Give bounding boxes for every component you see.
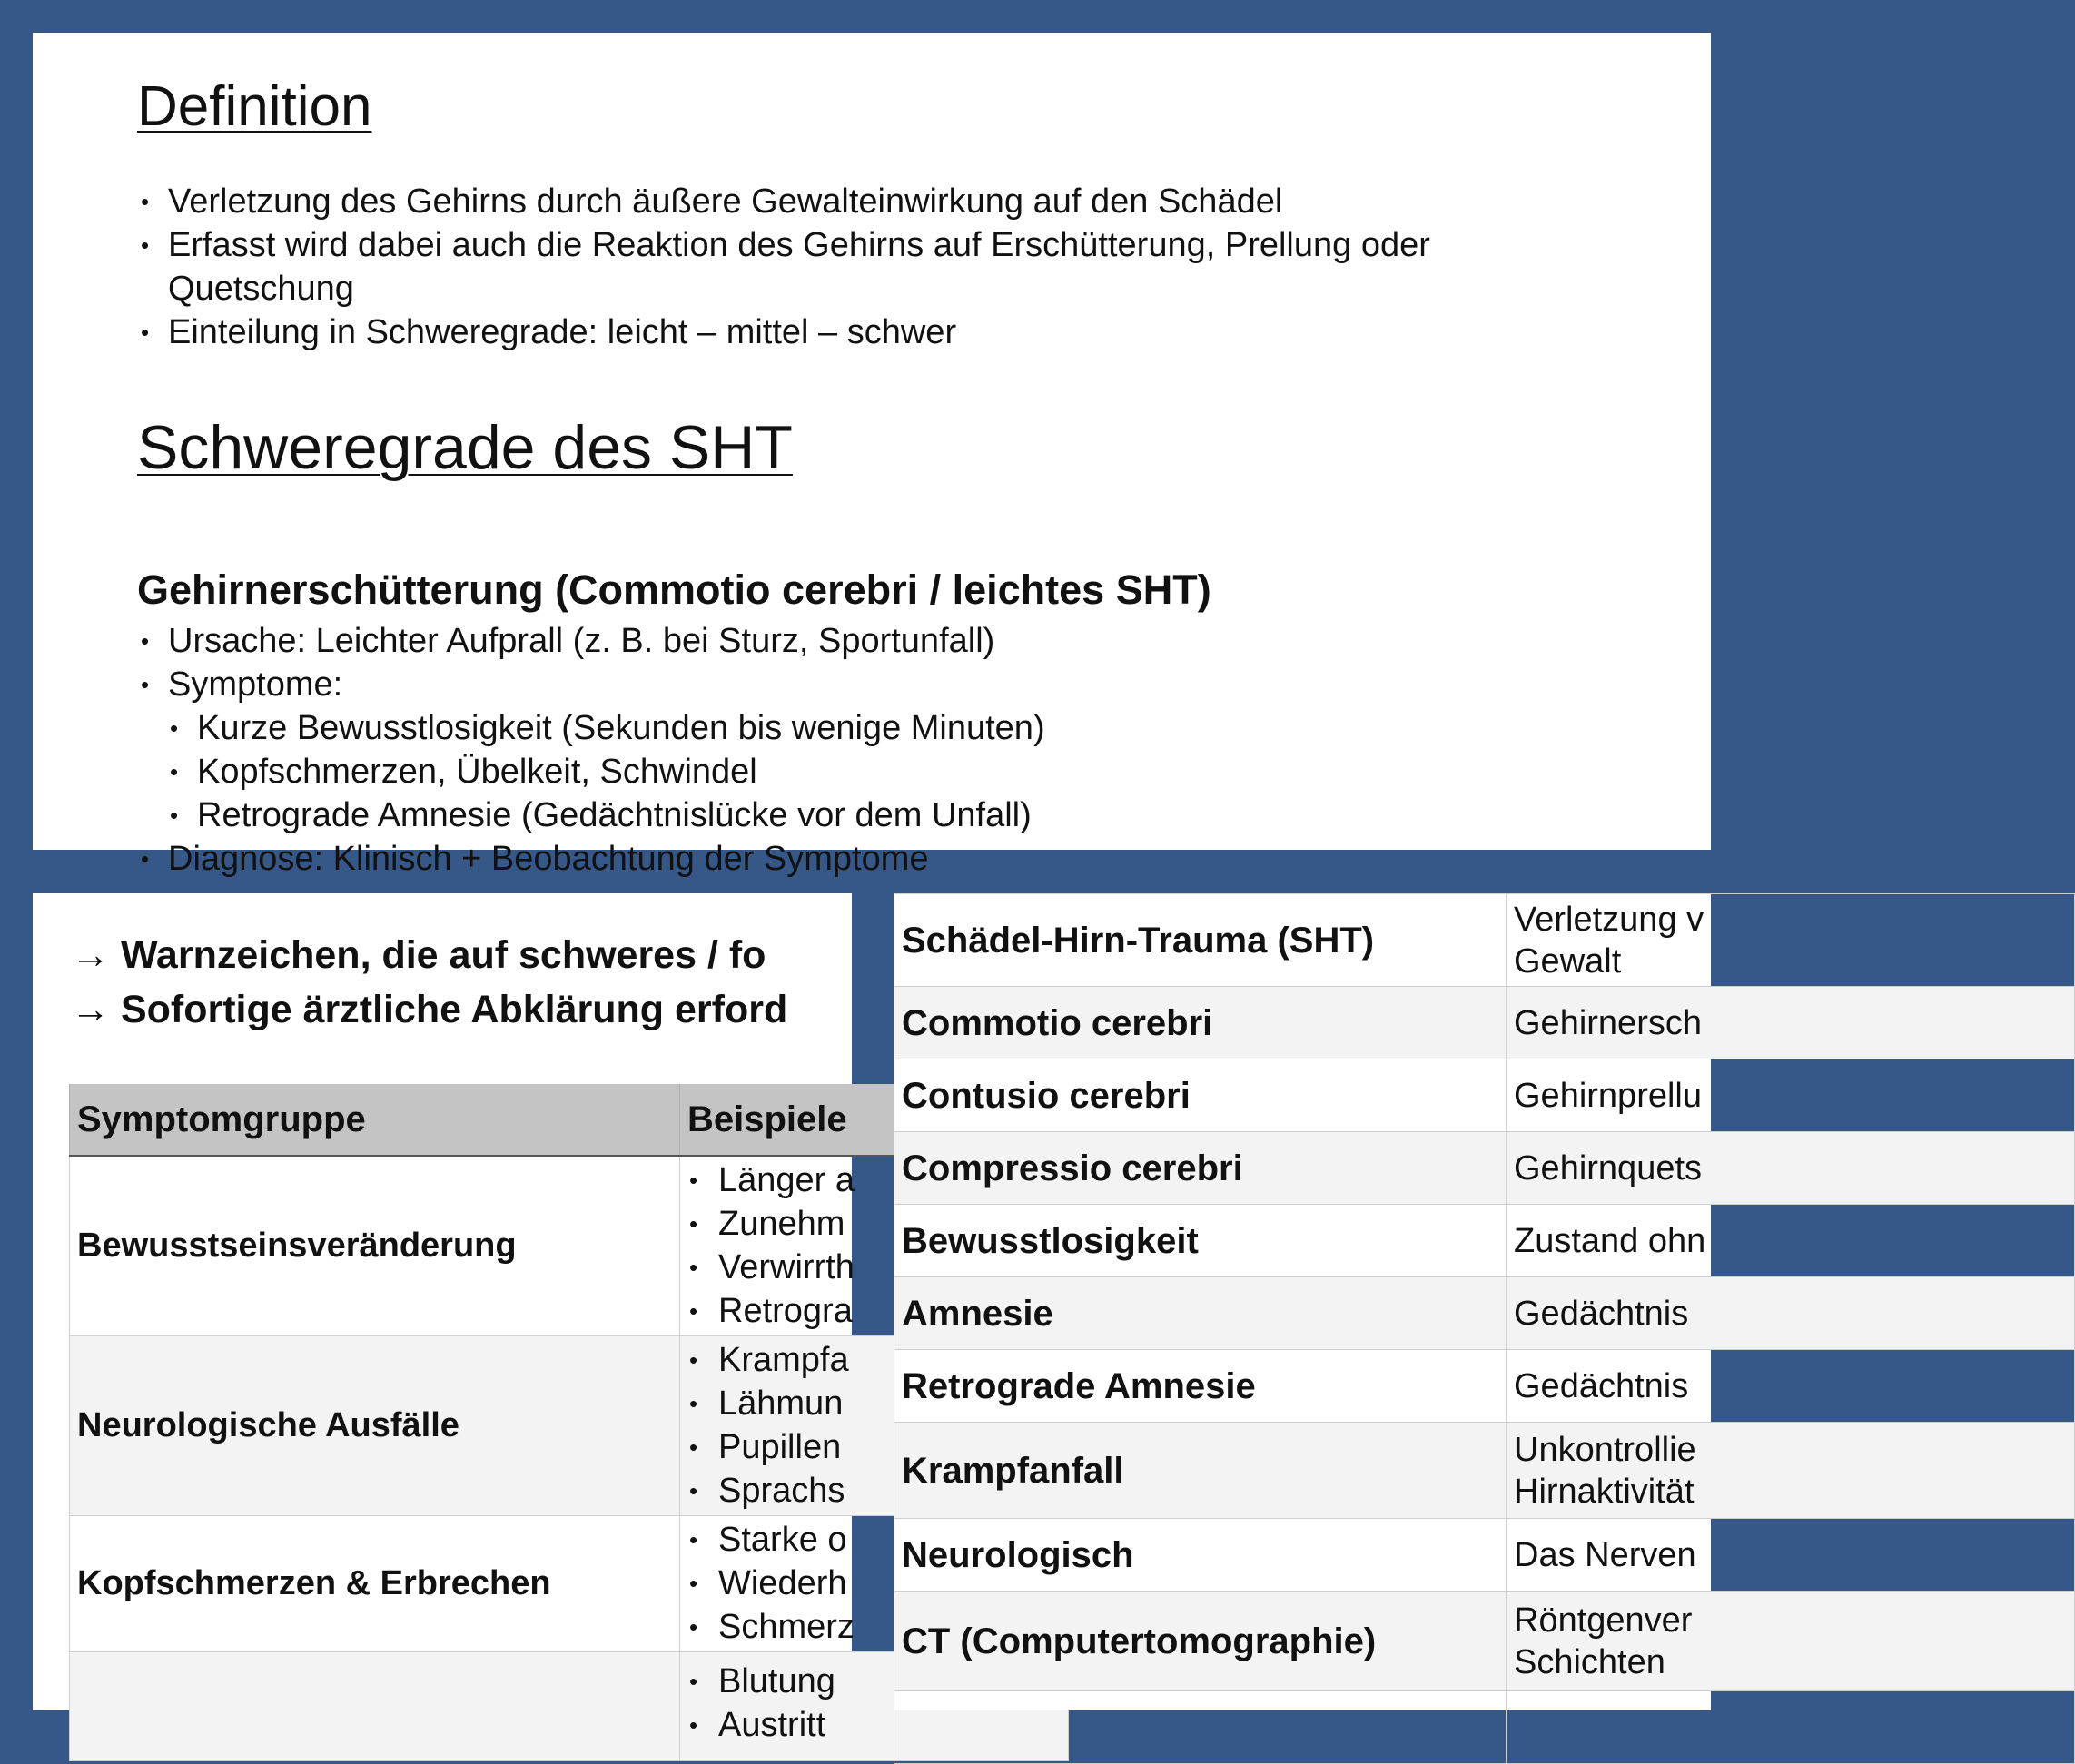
definition-line: Das Nerven: [1514, 1535, 1696, 1574]
glossary-definition: [1507, 1277, 2075, 1350]
glossary-definition: [1507, 1350, 2075, 1423]
table-row: [894, 1205, 2075, 1277]
definition-line: Zustand ohn: [1514, 1221, 1706, 1260]
list-item: • Blutung: [687, 1660, 1061, 1703]
list-item: • Verwirrth: [687, 1246, 1061, 1289]
glossary-table: [894, 893, 2075, 1764]
table-row: [894, 1592, 2075, 1691]
definition-line: Unkontrollie: [1514, 1430, 1696, 1469]
symptom-group: Neurologische Ausfälle: [70, 1335, 680, 1515]
definition-line: Gehirnquets: [1514, 1148, 1703, 1187]
sub-list-item: • Kurze Bewusstlosigkeit (Sekunden bis wenige Minuten): [137, 706, 1045, 750]
glossary-term: CT (Computertomographie): [894, 1592, 1507, 1691]
glossary-term: Compressio cerebri: [894, 1132, 1507, 1205]
definition-line: Gedächtnis: [1514, 1366, 1689, 1405]
symptom-group: [70, 1651, 680, 1760]
glossary-definition: [1507, 987, 2075, 1059]
table-row: [894, 1132, 2075, 1205]
definition-line: Gedächtnis: [1514, 1294, 1689, 1333]
list-item: • Retrogra: [687, 1289, 1061, 1333]
column-header: Beispiele: [680, 1084, 1069, 1156]
glossary-term: [894, 1691, 1507, 1764]
definition-line: Gehirnprellu: [1514, 1076, 1702, 1115]
commotio-list: [137, 619, 1045, 881]
table-row: [894, 1350, 2075, 1423]
list-item: • Verletzung des Gehirns durch äußere Gewalteinwirkung auf den Schädel: [137, 180, 1594, 223]
definition-line: Gewalt: [1514, 941, 1622, 981]
table-row: [894, 1277, 2075, 1350]
glossary-panel: [894, 893, 1711, 1710]
definition-list: [137, 180, 1594, 354]
table-row: [894, 987, 2075, 1059]
sub-list-item: • Retrograde Amnesie (Gedächtnislücke vor dem Unfall): [137, 793, 1045, 837]
column-header: Symptomgruppe: [70, 1084, 680, 1156]
table-row: [894, 1519, 2075, 1592]
table-row: [894, 1691, 2075, 1764]
list-item: • Einteilung in Schweregrade: leicht – mittel – schwer: [137, 310, 1594, 354]
symptom-group: Kopfschmerzen & Erbrechen: [70, 1515, 680, 1651]
glossary-definition: [1507, 894, 2075, 987]
list-item: • Ursache: Leichter Aufprall (z. B. bei Sturz, Sportunfall): [137, 619, 1045, 663]
list-item: • Schmerz: [687, 1605, 1061, 1649]
definition-title: Definition: [137, 75, 372, 138]
list-item: • Sprachs: [687, 1469, 1061, 1513]
table-row: [894, 894, 2075, 987]
glossary-term: Contusio cerebri: [894, 1059, 1507, 1132]
glossary-definition: [1507, 1423, 2075, 1519]
glossary-term: Krampfanfall: [894, 1423, 1507, 1519]
glossary-term: Amnesie: [894, 1277, 1507, 1350]
list-item: • Wiederh: [687, 1562, 1061, 1605]
glossary-definition: [1507, 1592, 2075, 1691]
glossary-term: Commotio cerebri: [894, 987, 1507, 1059]
glossary-term: Retrograde Amnesie: [894, 1350, 1507, 1423]
glossary-definition: [1507, 1205, 2075, 1277]
glossary-term: Neurologisch: [894, 1519, 1507, 1592]
list-item: • Länger a: [687, 1158, 1061, 1202]
definition-panel: [33, 33, 1711, 878]
definition-line: Röntgenver: [1514, 1601, 1693, 1640]
list-item: • Krampfa: [687, 1338, 1061, 1382]
glossary-definition: [1507, 1691, 2075, 1764]
glossary-term: Bewusstlosigkeit: [894, 1205, 1507, 1277]
list-item: • Austritt: [687, 1703, 1061, 1747]
symptom-group: Bewusstseinsveränderung: [70, 1156, 680, 1335]
warning-line: → Sofortige ärztliche Abklärung erford: [71, 988, 788, 1031]
warning-panel: [33, 893, 855, 1744]
table-row: [894, 1423, 2075, 1519]
glossary-term: Schädel-Hirn-Trauma (SHT): [894, 894, 1507, 987]
list-item: • Zunehm: [687, 1202, 1061, 1246]
definition-line: Schichten: [1514, 1642, 1665, 1681]
list-item: • Lähmun: [687, 1382, 1061, 1425]
glossary-definition: [1507, 1059, 2075, 1132]
list-item: • Starke o: [687, 1518, 1061, 1562]
definition-line: Verletzung v: [1514, 900, 1704, 939]
list-item: • Symptome:: [137, 663, 1045, 706]
glossary-definition: [1507, 1132, 2075, 1205]
table-row: [894, 1059, 2075, 1132]
glossary-definition: [1507, 1519, 2075, 1592]
list-item: • Pupillen: [687, 1425, 1061, 1469]
list-item: • Erfasst wird dabei auch die Reaktion des Gehirns auf Erschütterung, Prellung oder Quetschung: [137, 223, 1594, 310]
severity-title: Schweregrade des SHT: [137, 413, 793, 482]
definition-line: Hirnaktivität: [1514, 1472, 1695, 1511]
warning-line: → Warnzeichen, die auf schweres / fo: [71, 933, 766, 977]
list-item: • Diagnose: Klinisch + Beobachtung der Symptome: [137, 837, 1045, 881]
definition-line: Gehirnersch: [1514, 1003, 1702, 1042]
commotio-heading: Gehirnerschütterung (Commotio cerebri / leichtes SHT): [137, 567, 1211, 613]
sub-list-item: • Kopfschmerzen, Übelkeit, Schwindel: [137, 750, 1045, 793]
